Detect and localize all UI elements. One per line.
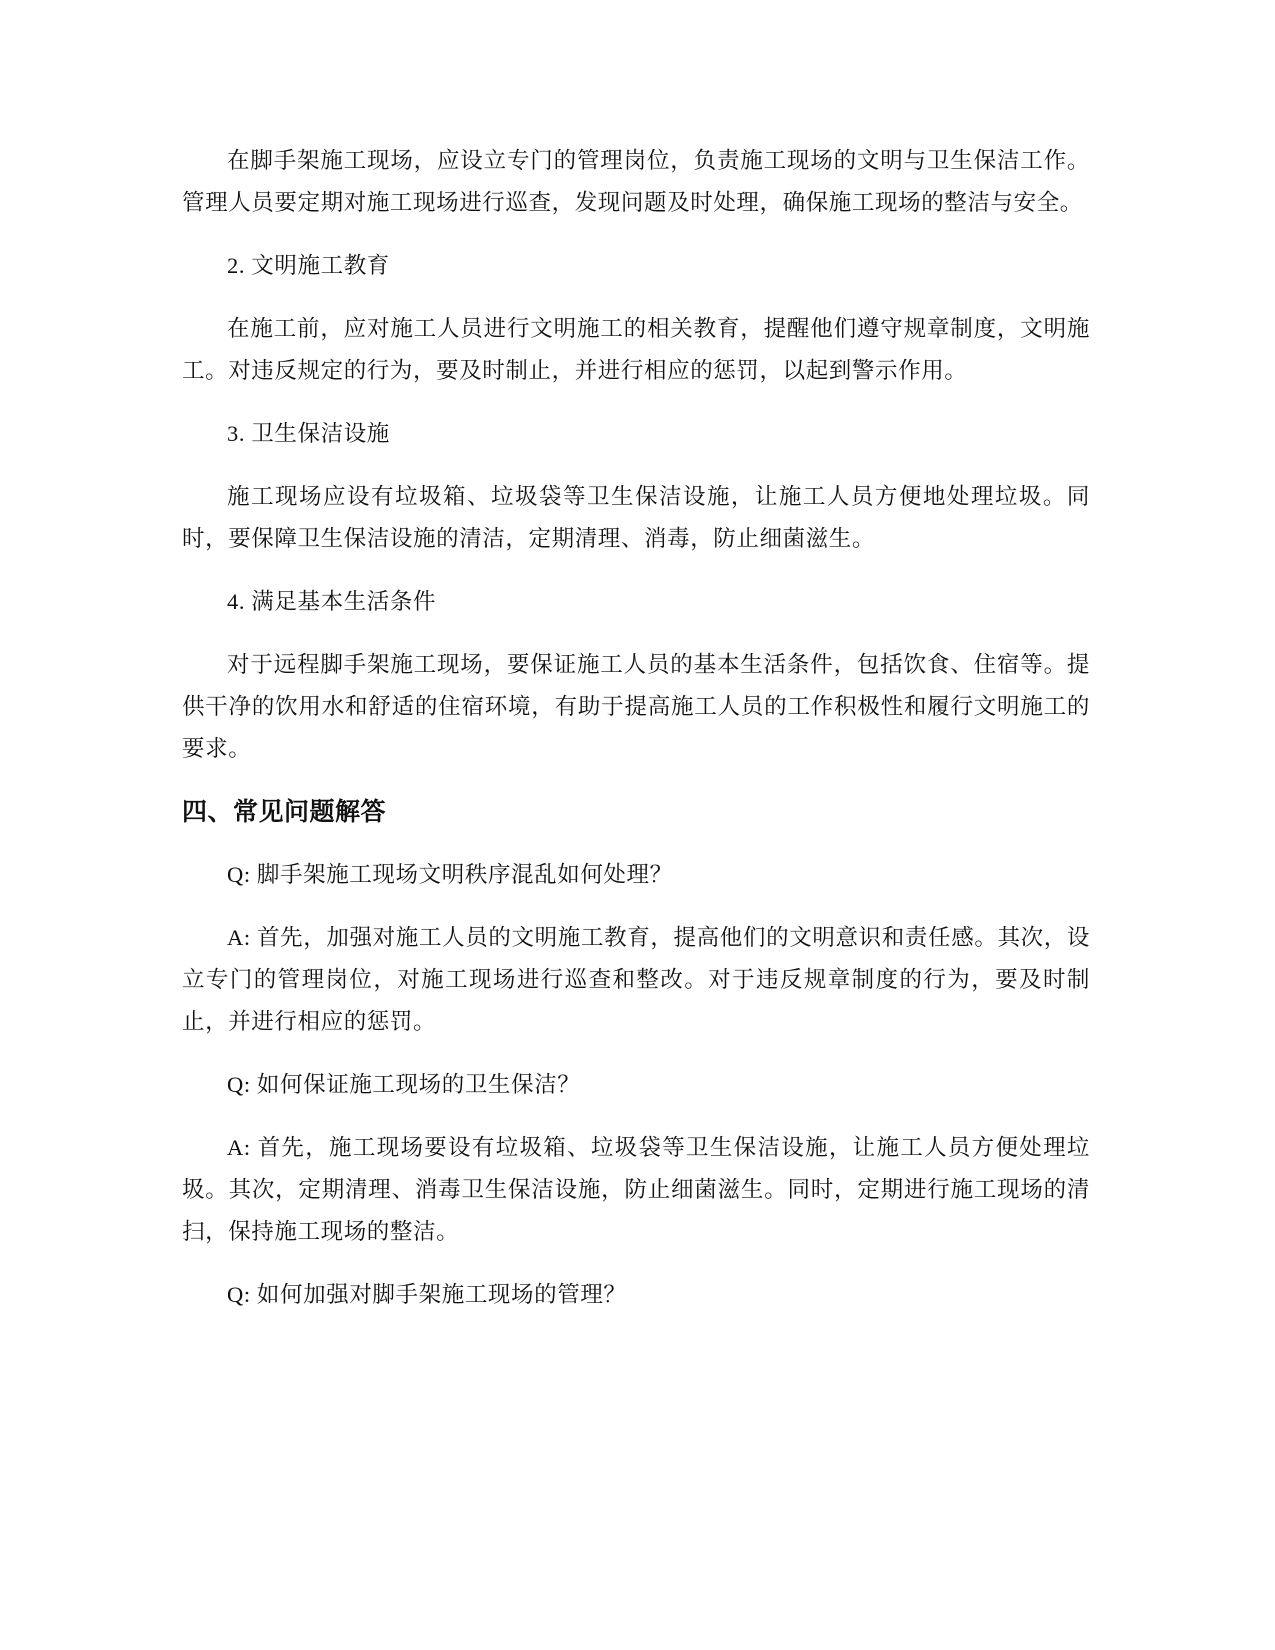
section-heading-faq: 四、常见问题解答 [182,797,387,826]
subheading-sanitation-facilities: 3. 卫生保洁设施 [227,421,390,446]
faq-question-2: Q: 如何保证施工现场的卫生保洁？ [227,1072,581,1097]
faq-answer-2: A: 首先，施工现场要设有垃圾箱、垃圾袋等卫生保洁设施，让施工人员方便处理垃圾。其次，定期清理、消毒卫生保洁设施，防止细菌滋生。同时，定期进行施工现场的清扫，保持施工现场的整洁。 [182,1135,1090,1244]
document-page [182,140,1090,1337]
paragraph-management-post: 在脚手架施工现场，应设立专门的管理岗位，负责施工现场的文明与卫生保洁工作。管理人员要定期对施工现场进行巡查，发现问题及时处理，确保施工现场的整洁与安全。 [182,148,1090,215]
subheading-civilized-education: 2. 文明施工教育 [227,253,390,278]
faq-answer-1: A: 首先，加强对施工人员的文明施工教育，提高他们的文明意识和责任感。其次，设立专门的管理岗位，对施工现场进行巡查和整改。对于违反规章制度的行为，要及时制止，并进行相应的惩罚。 [182,925,1090,1034]
faq-question-1: Q: 脚手架施工现场文明秩序混乱如何处理？ [227,862,673,887]
paragraph-sanitation-facilities: 施工现场应设有垃圾箱、垃圾袋等卫生保洁设施，让施工人员方便地处理垃圾。同时，要保障卫生保洁设施的清洁，定期清理、消毒，防止细菌滋生。 [182,484,1090,551]
subheading-living-conditions: 4. 满足基本生活条件 [227,589,437,614]
paragraph-civilized-education: 在施工前，应对施工人员进行文明施工的相关教育，提醒他们遵守规章制度，文明施工。对违反规定的行为，要及时制止，并进行相应的惩罚，以起到警示作用。 [182,316,1090,383]
faq-question-3: Q: 如何加强对脚手架施工现场的管理？ [227,1282,627,1307]
paragraph-living-conditions: 对于远程脚手架施工现场，要保证施工人员的基本生活条件，包括饮食、住宿等。提供干净的饮用水和舒适的住宿环境，有助于提高施工人员的工作积极性和履行文明施工的要求。 [182,652,1090,761]
